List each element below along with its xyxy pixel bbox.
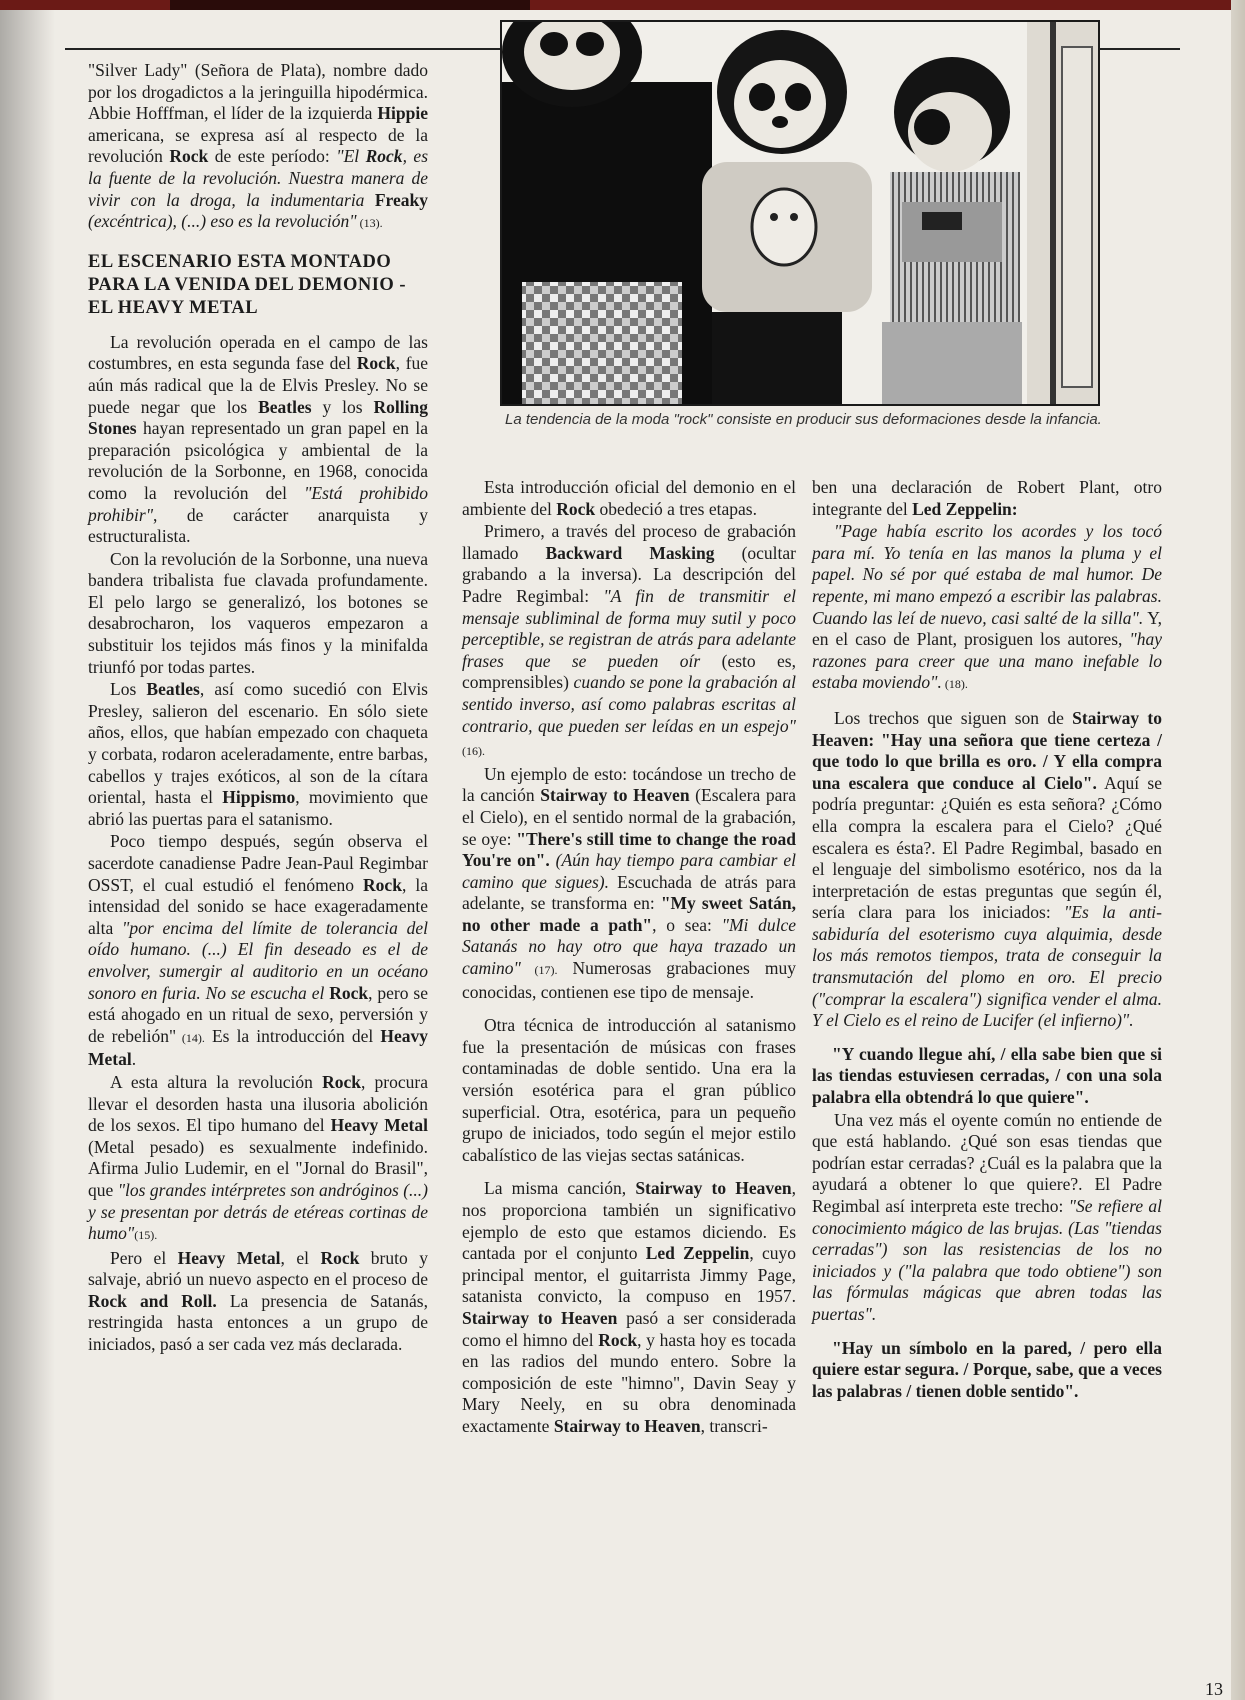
photo — [500, 20, 1100, 406]
paragraph: La misma canción, Stairway to Heaven, nos proporciona también un significativo ejemplo de esto que estamos diciendo. Es cantada por el conjunto Led Zeppelin, cuyo principal mentor, el guitarrista Jimmy Page, satanista convicto, la compuso en 1957. Stairway to Heaven pasó a ser considerada como el himno del Rock, y hasta hoy es tocada en las radios del mundo entero. Sobre la composición de este "himno", Davin Seay y Mary Neely, en su obra denominada exactamente Stairway to Heaven, transcri- — [462, 1178, 796, 1436]
paragraph: "Page había escrito los acordes y los tocó para mí. Yo tenía en las manos la pluma y el papel. No sé por qué estaba de mal humor. De repente, mi mano empezó a escribir las palabras. Cuando las leí de nuevo, casi salté de la silla". Y, en el caso de Plant, prosiguen los autores, "hay razones para creer que una mano inefable lo estaba moviendo". (18). — [812, 521, 1162, 693]
page-top-edge-dark — [170, 0, 530, 10]
paragraph: Un ejemplo de esto: tocándose un trecho de la canción Stairway to Heaven (Escalera para el Cielo), en el sentido normal de la grabación, se oye: "There's still time to change the road You're on". (Aún hay tiempo para cambiar el camino que sigues). Escuchada de atrás para adelante, se transforma en: "My sweet Satán, no other made a path", o sea: "Mi dulce Satanás no hay otro que haya trazado un camino" (17). Numerosas grabaciones muy conocidas, contienen ese tipo de mensaje. — [462, 763, 796, 1002]
lyric-quote: "Y cuando llegue ahí, / ella sabe bien que si las tiendas estuviesen cerradas, / con una sola palabra ella obtendrá lo que quiere". — [812, 1043, 1162, 1108]
binding-shadow — [0, 10, 55, 1700]
paragraph: ben una declaración de Robert Plant, otro integrante del Led Zeppelin: — [812, 477, 1162, 519]
paragraph: Con la revolución de la Sorbonne, una nueva bandera tribalista fue clavada profundamente. El pelo largo se generalizó, los botones se desabrocharon, los vaqueros empezaron a substituir los tejidos más finos y la minifalda triunfó por todas partes. — [88, 548, 428, 677]
paragraph: A esta altura la revolución Rock, procura llevar el desorden hasta una ilusoria abolición de los sexos. El tipo humano del Heavy Metal (Metal pesado) es sexualmente indefinido. Afirma Julio Ludemir, en el "Jornal do Brasil", que "los grandes intérpretes son andróginos (...) y se presentan por detrás de etéreas cortinas de humo"(15). — [88, 1071, 428, 1244]
page-right-edge — [1231, 0, 1245, 1700]
paragraph: Esta introducción oficial del demonio en el ambiente del Rock obedeció a tres etapas. — [462, 477, 796, 519]
paragraph: Poco tiempo después, según observa el sacerdote canadiense Padre Jean-Paul Regimbar OSST, el cual estudió el fenómeno Rock, la intensidad del sonido se hace exageradamente alta "por encima del límite de tolerancia del oído humano. (...) El fin deseado es el de envolver, sumergir al auditorio en un océano sonoro en furia. No se escucha el Rock, pero se está ahogado en un ritual de sexo, perversión y de rebelión" (14). Es la introducción del Heavy Metal. — [88, 831, 428, 1070]
paragraph: Pero el Heavy Metal, el Rock bruto y salvaje, abrió un nuevo aspecto en el proceso de Rock and Roll. La presencia de Satanás, restringida hasta entonces a un grupo de iniciados, pasó a ser cada vez más declarada. — [88, 1247, 428, 1355]
section-heading: EL ESCENARIO ESTA MONTADO PARA LA VENIDA DEL DEMONIO - EL HEAVY METAL — [88, 251, 407, 318]
paragraph: La revolución operada en el campo de las costumbres, en esta segunda fase del Rock, fue aún más radical que la de Elvis Presley. No se puede negar que los Beatles y los Rolling Stones hayan representado un gran papel en la preparación psicológica y ambiental de la revolución de la Sorbonne, en 1968, conocida como la revolución del "Está prohibido prohibir", de carácter anarquista y estructuralista. — [88, 331, 428, 547]
photo-caption: La tendencia de la moda "rock" consiste en producir sus deformaciones desde la infancia. — [505, 411, 1102, 428]
paragraph: Una vez más el oyente común no entiende de que está hablando. ¿Qué son esas tiendas que podrían estar cerradas? ¿Cuál es la palabra que la ayudará a obtener lo que quiere?. El Padre Regimbal así interpreta este trecho: "Se refiere al conocimiento mágico de las brujas. (Las "tiendas cerradas") son las resistencias de los no iniciados y ("la palabra que todo obtiene") son las fórmulas mágicas que abren todas las puertas". — [812, 1109, 1162, 1324]
column-1 — [88, 60, 428, 1356]
column-3 — [812, 477, 1162, 1402]
paragraph: Los Beatles, así como sucedió con Elvis Presley, salieron del escenario. En sólo siete años, ellos, que habían empezado con chaqueta y corbata, rodaron aceleradamente, entre barbas, cabellos y trajes exóticos, al son de la cítara oriental, hasta el Hippismo, movimiento que abrió las puertas para el satanismo. — [88, 679, 428, 829]
paragraph: "Silver Lady" (Señora de Plata), nombre dado por los drogadictos a la jeringuilla hipodérmica. Abbie Hofffman, el líder de la izquierda Hippie americana, se expresa así al respecto de la revolución Rock de este período: "El Rock, es la fuente de la revolución. Nuestra manera de vivir con la droga, la indumentaria Freaky (excéntrica), (...) eso es la revolución" (13). — [88, 60, 429, 232]
paragraph: Otra técnica de introducción al satanismo fue la presentación de músicas con frases contaminadas de doble sentido. Una era la versión esotérica para el gran público superficial. Otra, esotérica, para un pequeño grupo de iniciados, todo según el mejor estilo cabalístico de las viejas sectas satánicas. — [462, 1015, 796, 1165]
lyric-quote: "Hay un símbolo en la pared, / pero ella quiere estar segura. / Porque, sabe, que a veces las palabras / tienen doble sentido". — [812, 1337, 1162, 1401]
column-2 — [462, 477, 796, 1438]
photo-of-children-with-painted-faces-icon — [502, 22, 1098, 404]
page-number: 13 — [1205, 1679, 1223, 1699]
paragraph: Los trechos que siguen son de Stairway to Heaven: "Hay una señora que tiene certeza / que todo lo que brilla es oro. / Y ella compra una escalera que conduce al Cielo". Aquí se podría preguntar: ¿Quién es esta señora? ¿Cómo ella compra la escalera para el Cielo? ¿Qué escalera es ésta?. El Padre Regimbal, basado en el lenguaje del simbolismo esotérico, nos da la interpretación de estas preguntas que según él, sería clara para los iniciados: "Es la anti-sabiduría del esoterismo cuya alquimia, desde los más remotos tiempos, trata de conseguir la transmutación del plomo en oro. El precio ("comprar la escalera") significa vender el alma. Y el Cielo es el reino de Lucifer (el infierno)". — [812, 707, 1163, 1031]
paragraph: Primero, a través del proceso de grabación llamado Backward Masking (ocultar grabando a la inversa). La descripción del Padre Regimbal: "A fin de transmitir el mensaje subliminal de forma muy sutil y poco perceptible, se registran de atrás para adelante frases que se pueden oír (esto es, comprensibles) cuando se pone la grabación al sentido inverso, así como palabras escritas al contrario, que pueden ser leídas en un espejo" (16). — [462, 521, 796, 759]
